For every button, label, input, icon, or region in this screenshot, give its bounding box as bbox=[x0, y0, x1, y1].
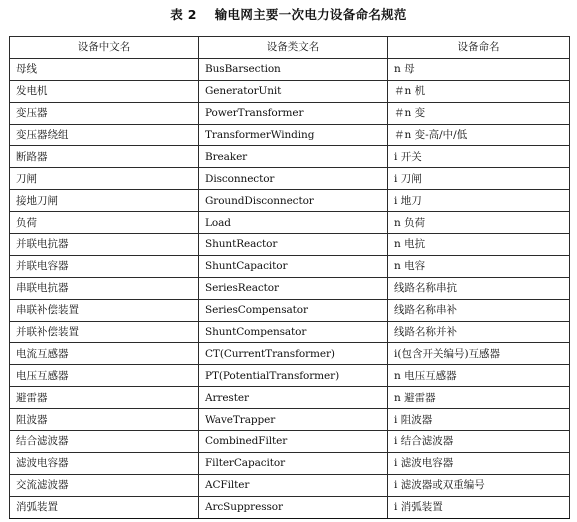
table-row bbox=[10, 234, 570, 256]
table-row bbox=[10, 255, 570, 277]
cell-chinese-name: 交流滤波器 bbox=[10, 474, 199, 496]
cell-class-name: CT(CurrentTransformer) bbox=[199, 343, 388, 365]
cell-chinese-name: 避雷器 bbox=[10, 387, 199, 409]
cell-chinese-name: 发电机 bbox=[10, 80, 199, 102]
cell-chinese-name: 并联电容器 bbox=[10, 255, 199, 277]
table-row bbox=[10, 409, 570, 431]
cell-chinese-name: 断路器 bbox=[10, 146, 199, 168]
table-row bbox=[10, 431, 570, 453]
cell-chinese-name: 负荷 bbox=[10, 212, 199, 234]
cell-chinese-name: 并联补偿装置 bbox=[10, 321, 199, 343]
cell-device-naming: n 母 bbox=[388, 58, 570, 80]
cell-device-naming: i 滤波电容器 bbox=[388, 452, 570, 474]
cell-device-naming: ＃n 机 bbox=[388, 80, 570, 102]
cell-device-naming: n 电容 bbox=[388, 255, 570, 277]
header-device-naming: 设备命名 bbox=[388, 37, 570, 59]
equipment-naming-table bbox=[9, 36, 570, 519]
cell-class-name: CombinedFilter bbox=[199, 431, 388, 453]
cell-device-naming: 线路名称并补 bbox=[388, 321, 570, 343]
cell-chinese-name: 结合滤波器 bbox=[10, 431, 199, 453]
cell-chinese-name: 并联电抗器 bbox=[10, 234, 199, 256]
cell-class-name: ACFilter bbox=[199, 474, 388, 496]
table-row bbox=[10, 80, 570, 102]
cell-class-name: Disconnector bbox=[199, 168, 388, 190]
cell-device-naming: i 开关 bbox=[388, 146, 570, 168]
table-row bbox=[10, 277, 570, 299]
cell-class-name: TransformerWinding bbox=[199, 124, 388, 146]
cell-class-name: Arrester bbox=[199, 387, 388, 409]
cell-class-name: PT(PotentialTransformer) bbox=[199, 365, 388, 387]
cell-device-naming: ＃n 变-高/中/低 bbox=[388, 124, 570, 146]
table-row bbox=[10, 343, 570, 365]
cell-chinese-name: 串联电抗器 bbox=[10, 277, 199, 299]
table-row bbox=[10, 58, 570, 80]
cell-chinese-name: 阻波器 bbox=[10, 409, 199, 431]
cell-class-name: SeriesCompensator bbox=[199, 299, 388, 321]
cell-class-name: Breaker bbox=[199, 146, 388, 168]
cell-chinese-name: 滤波电容器 bbox=[10, 452, 199, 474]
cell-class-name: PowerTransformer bbox=[199, 102, 388, 124]
table-row bbox=[10, 496, 570, 518]
cell-class-name: ShuntCapacitor bbox=[199, 255, 388, 277]
table-header-row bbox=[10, 37, 570, 59]
table-row bbox=[10, 102, 570, 124]
cell-device-naming: n 负荷 bbox=[388, 212, 570, 234]
cell-device-naming: ＃n 变 bbox=[388, 102, 570, 124]
table-row bbox=[10, 452, 570, 474]
cell-class-name: GeneratorUnit bbox=[199, 80, 388, 102]
cell-device-naming: n 电压互感器 bbox=[388, 365, 570, 387]
table-row bbox=[10, 474, 570, 496]
table-row bbox=[10, 387, 570, 409]
cell-chinese-name: 变压器绕组 bbox=[10, 124, 199, 146]
table-row bbox=[10, 299, 570, 321]
table-row bbox=[10, 146, 570, 168]
cell-chinese-name: 刀闸 bbox=[10, 168, 199, 190]
cell-class-name: GroundDisconnector bbox=[199, 190, 388, 212]
cell-device-naming: i 刀闸 bbox=[388, 168, 570, 190]
cell-device-naming: n 避雷器 bbox=[388, 387, 570, 409]
cell-class-name: ShuntCompensator bbox=[199, 321, 388, 343]
cell-chinese-name: 电流互感器 bbox=[10, 343, 199, 365]
header-chinese-name: 设备中文名 bbox=[10, 37, 199, 59]
cell-class-name: FilterCapacitor bbox=[199, 452, 388, 474]
cell-class-name: WaveTrapper bbox=[199, 409, 388, 431]
table-body bbox=[10, 58, 570, 518]
cell-device-naming: n 电抗 bbox=[388, 234, 570, 256]
cell-class-name: Load bbox=[199, 212, 388, 234]
table-row bbox=[10, 212, 570, 234]
cell-device-naming: i 消弧装置 bbox=[388, 496, 570, 518]
cell-class-name: SeriesReactor bbox=[199, 277, 388, 299]
cell-device-naming: i 滤波器或双重编号 bbox=[388, 474, 570, 496]
table-row bbox=[10, 124, 570, 146]
cell-device-naming: 线路名称串补 bbox=[388, 299, 570, 321]
cell-device-naming: 线路名称串抗 bbox=[388, 277, 570, 299]
table-row bbox=[10, 190, 570, 212]
header-class-name: 设备类文名 bbox=[199, 37, 388, 59]
table-row bbox=[10, 365, 570, 387]
table-row bbox=[10, 321, 570, 343]
table-caption bbox=[0, 4, 577, 26]
cell-chinese-name: 消弧装置 bbox=[10, 496, 199, 518]
table-number: 表 2 bbox=[170, 7, 197, 22]
cell-chinese-name: 串联补偿装置 bbox=[10, 299, 199, 321]
cell-device-naming: i 结合滤波器 bbox=[388, 431, 570, 453]
table-title: 输电网主要一次电力设备命名规范 bbox=[214, 7, 407, 22]
cell-class-name: ArcSuppressor bbox=[199, 496, 388, 518]
table-row bbox=[10, 168, 570, 190]
cell-device-naming: i(包含开关编号)互感器 bbox=[388, 343, 570, 365]
cell-chinese-name: 接地刀闸 bbox=[10, 190, 199, 212]
cell-class-name: ShuntReactor bbox=[199, 234, 388, 256]
cell-chinese-name: 电压互感器 bbox=[10, 365, 199, 387]
cell-class-name: BusBarsection bbox=[199, 58, 388, 80]
cell-device-naming: i 地刀 bbox=[388, 190, 570, 212]
cell-device-naming: i 阻波器 bbox=[388, 409, 570, 431]
cell-chinese-name: 变压器 bbox=[10, 102, 199, 124]
cell-chinese-name: 母线 bbox=[10, 58, 199, 80]
